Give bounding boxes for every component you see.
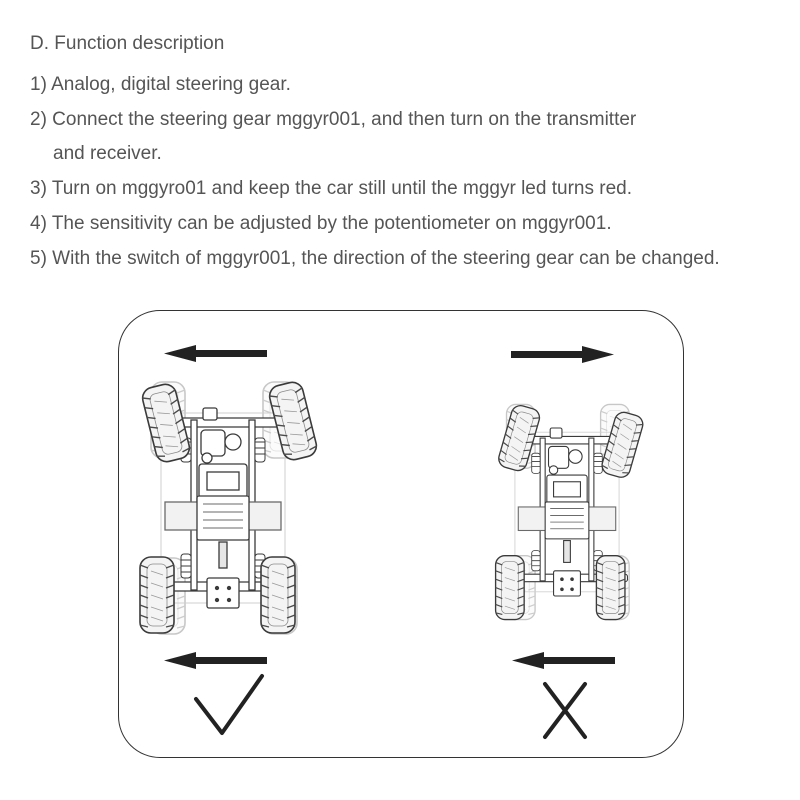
crawler-car-right <box>496 403 645 619</box>
crawler-car-left <box>140 380 319 634</box>
section-heading: D. Function description <box>30 33 225 54</box>
left-bottom-arrow-icon <box>164 652 267 669</box>
right-bottom-arrow-icon <box>512 652 615 669</box>
list-item: 4) The sensitivity can be adjusted by the potentiometer on mggyr001. <box>30 213 612 234</box>
list-item: 1) Analog, digital steering gear. <box>30 74 291 95</box>
right-top-arrow-icon <box>511 346 614 363</box>
list-item-continuation: and receiver. <box>53 143 162 164</box>
list-item: 2) Connect the steering gear mggyr001, and then turn on the transmitter <box>30 109 637 130</box>
cross-icon <box>545 684 585 737</box>
checkmark-icon <box>196 676 262 733</box>
left-top-arrow-icon <box>164 345 267 362</box>
list-item: 3) Turn on mggyro01 and keep the car still until the mggyr led turns red. <box>30 178 632 199</box>
list-item: 5) With the switch of mggyr001, the direction of the steering gear can be changed. <box>30 248 720 269</box>
